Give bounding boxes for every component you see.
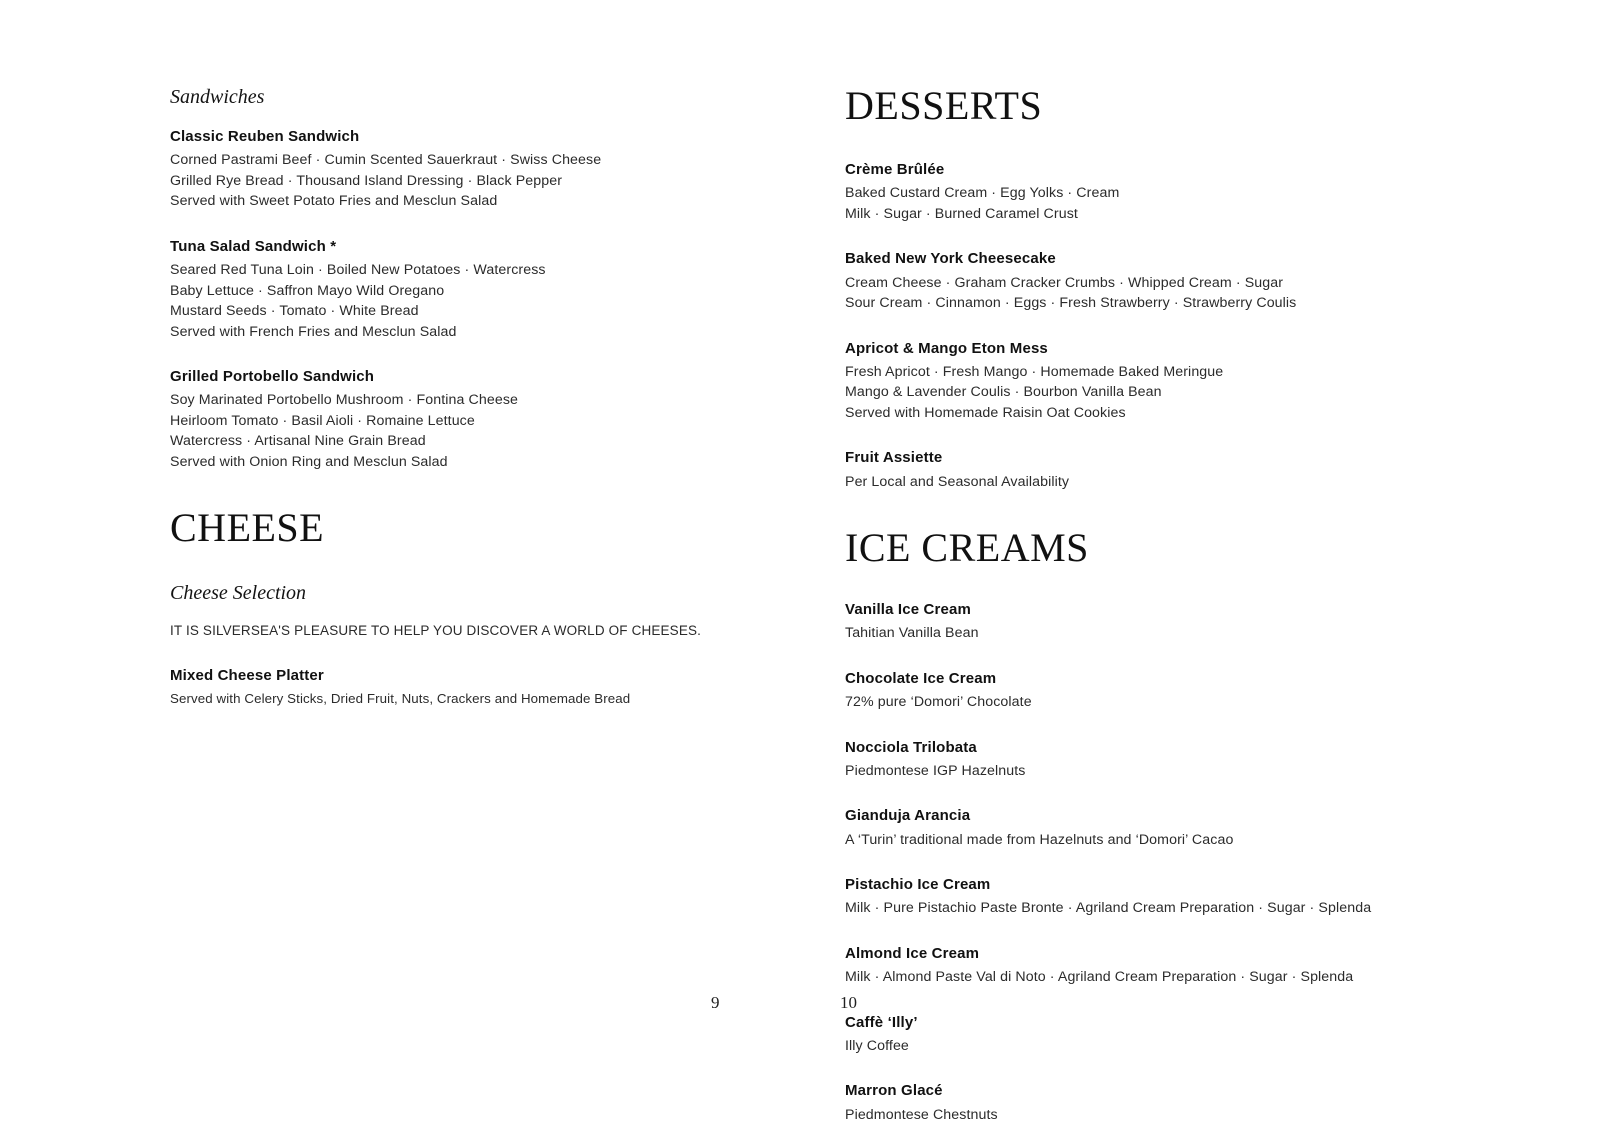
menu-item-name: Nocciola Trilobata [845,738,1455,758]
menu-item-description [170,150,780,212]
menu-item-description [845,183,1455,224]
menu-item-description-line: 72% pure ‘Domori’ Chocolate [845,692,1455,713]
menu-item [845,1013,1455,1057]
menu-item-name: Marron Glacé [845,1081,1455,1101]
menu-item-description [845,273,1455,314]
menu-item-description-line: Served with Onion Ring and Mesclun Salad [170,452,780,473]
right-page-column [845,86,1455,1125]
cheese-note: IT IS SILVERSEA'S PLEASURE TO HELP YOU DISCOVER A WORLD OF CHEESES. [170,623,780,640]
page-number-left: 9 [711,994,720,1011]
menu-item-name: Baked New York Cheesecake [845,249,1455,269]
menu-item-name: Tuna Salad Sandwich * [170,237,780,257]
section-sandwiches [170,86,780,472]
menu-item-description-line: Served with French Fries and Mesclun Salad [170,322,780,343]
menu-item [170,127,780,212]
menu-item-description [845,1036,1455,1057]
menu-item-description-line: Soy Marinated Portobello Mushroom · Fontina Cheese [170,390,780,411]
menu-item-description-line: Milk · Sugar · Burned Caramel Crust [845,204,1455,225]
menu-item-description [845,692,1455,713]
menu-item-name: Vanilla Ice Cream [845,600,1455,620]
section-desserts [845,86,1455,492]
menu-item-description [170,260,780,342]
menu-item-description-line: Fresh Apricot · Fresh Mango · Homemade Baked Meringue [845,362,1455,383]
menu-item-description [845,1105,1455,1125]
menu-item-description-line: Baby Lettuce · Saffron Mayo Wild Oregano [170,281,780,302]
menu-item-description [845,761,1455,782]
menu-item-name: Almond Ice Cream [845,944,1455,964]
menu-item [845,875,1455,919]
menu-item-description-line: Piedmontese Chestnuts [845,1105,1455,1125]
section-spacer [845,492,1455,528]
menu-item-description-line: Piedmontese IGP Hazelnuts [845,761,1455,782]
menu-item [845,944,1455,988]
menu-item-description [845,967,1455,988]
menu-item-name: Caffè ‘Illy’ [845,1013,1455,1033]
menu-item-description [170,390,780,472]
menu-item [845,160,1455,224]
menu-item [845,600,1455,644]
section-ice-creams [845,528,1455,1125]
menu-item-description [170,689,780,708]
menu-item-description-line: Baked Custard Cream · Egg Yolks · Cream [845,183,1455,204]
menu-item-description-line: Grilled Rye Bread · Thousand Island Dressing · Black Pepper [170,171,780,192]
menu-item [845,669,1455,713]
menu-item-description-line: Served with Sweet Potato Fries and Mesclun Salad [170,191,780,212]
menu-item-description-line: Corned Pastrami Beef · Cumin Scented Sauerkraut · Swiss Cheese [170,150,780,171]
menu-item [170,237,780,342]
menu-item-name: Grilled Portobello Sandwich [170,367,780,387]
desserts-section-heading: DESSERTS [845,86,1455,126]
menu-item-name: Fruit Assiette [845,448,1455,468]
menu-item-description-line: Seared Red Tuna Loin · Boiled New Potatoes · Watercress [170,260,780,281]
menu-item-description-line: A ‘Turin’ traditional made from Hazelnuts and ‘Domori’ Cacao [845,830,1455,851]
menu-item-description [845,623,1455,644]
cheese-selection-subheading: Cheese Selection [170,582,780,604]
menu-item [845,448,1455,492]
menu-item-description-line: Mustard Seeds · Tomato · White Bread [170,301,780,322]
menu-item-description-line: Tahitian Vanilla Bean [845,623,1455,644]
menu-item-description-line: Per Local and Seasonal Availability [845,472,1455,493]
page-number-right: 10 [840,994,857,1011]
menu-item-description-line: Sour Cream · Cinnamon · Eggs · Fresh Strawberry · Strawberry Coulis [845,293,1455,314]
section-cheese [170,508,780,708]
menu-item-description-line: Milk · Pure Pistachio Paste Bronte · Agriland Cream Preparation · Sugar · Splenda [845,898,1455,919]
menu-item-name: Crème Brûlée [845,160,1455,180]
menu-item-name: Mixed Cheese Platter [170,666,780,686]
menu-item-name: Pistachio Ice Cream [845,875,1455,895]
menu-item-description [845,898,1455,919]
ice-creams-section-heading: ICE CREAMS [845,528,1455,568]
menu-item-description-line: Mango & Lavender Coulis · Bourbon Vanilla Bean [845,382,1455,403]
menu-item-description-line: Cream Cheese · Graham Cracker Crumbs · Whipped Cream · Sugar [845,273,1455,294]
menu-item-description-line: Illy Coffee [845,1036,1455,1057]
menu-item-description-line: Served with Celery Sticks, Dried Fruit, Nuts, Crackers and Homemade Bread [170,689,780,708]
menu-item-name: Chocolate Ice Cream [845,669,1455,689]
menu-item [845,339,1455,424]
menu-item [845,738,1455,782]
menu-item [170,666,780,708]
menu-item-description-line: Served with Homemade Raisin Oat Cookies [845,403,1455,424]
menu-item-name: Apricot & Mango Eton Mess [845,339,1455,359]
menu-item-description-line: Heirloom Tomato · Basil Aioli · Romaine Lettuce [170,411,780,432]
menu-item-name: Gianduja Arancia [845,806,1455,826]
menu-item [845,249,1455,313]
menu-item-name: Classic Reuben Sandwich [170,127,780,147]
left-page-column [170,86,780,708]
menu-item-description [845,472,1455,493]
menu-item-description-line: Milk · Almond Paste Val di Noto · Agriland Cream Preparation · Sugar · Splenda [845,967,1455,988]
menu-item-description [845,830,1455,851]
menu-item-description [845,362,1455,424]
menu-item [170,367,780,472]
menu-item [845,1081,1455,1125]
section-spacer [170,472,780,508]
menu-item [845,806,1455,850]
menu-item-description-line: Watercress · Artisanal Nine Grain Bread [170,431,780,452]
cheese-section-heading: CHEESE [170,508,780,548]
sandwiches-subheading: Sandwiches [170,86,780,108]
